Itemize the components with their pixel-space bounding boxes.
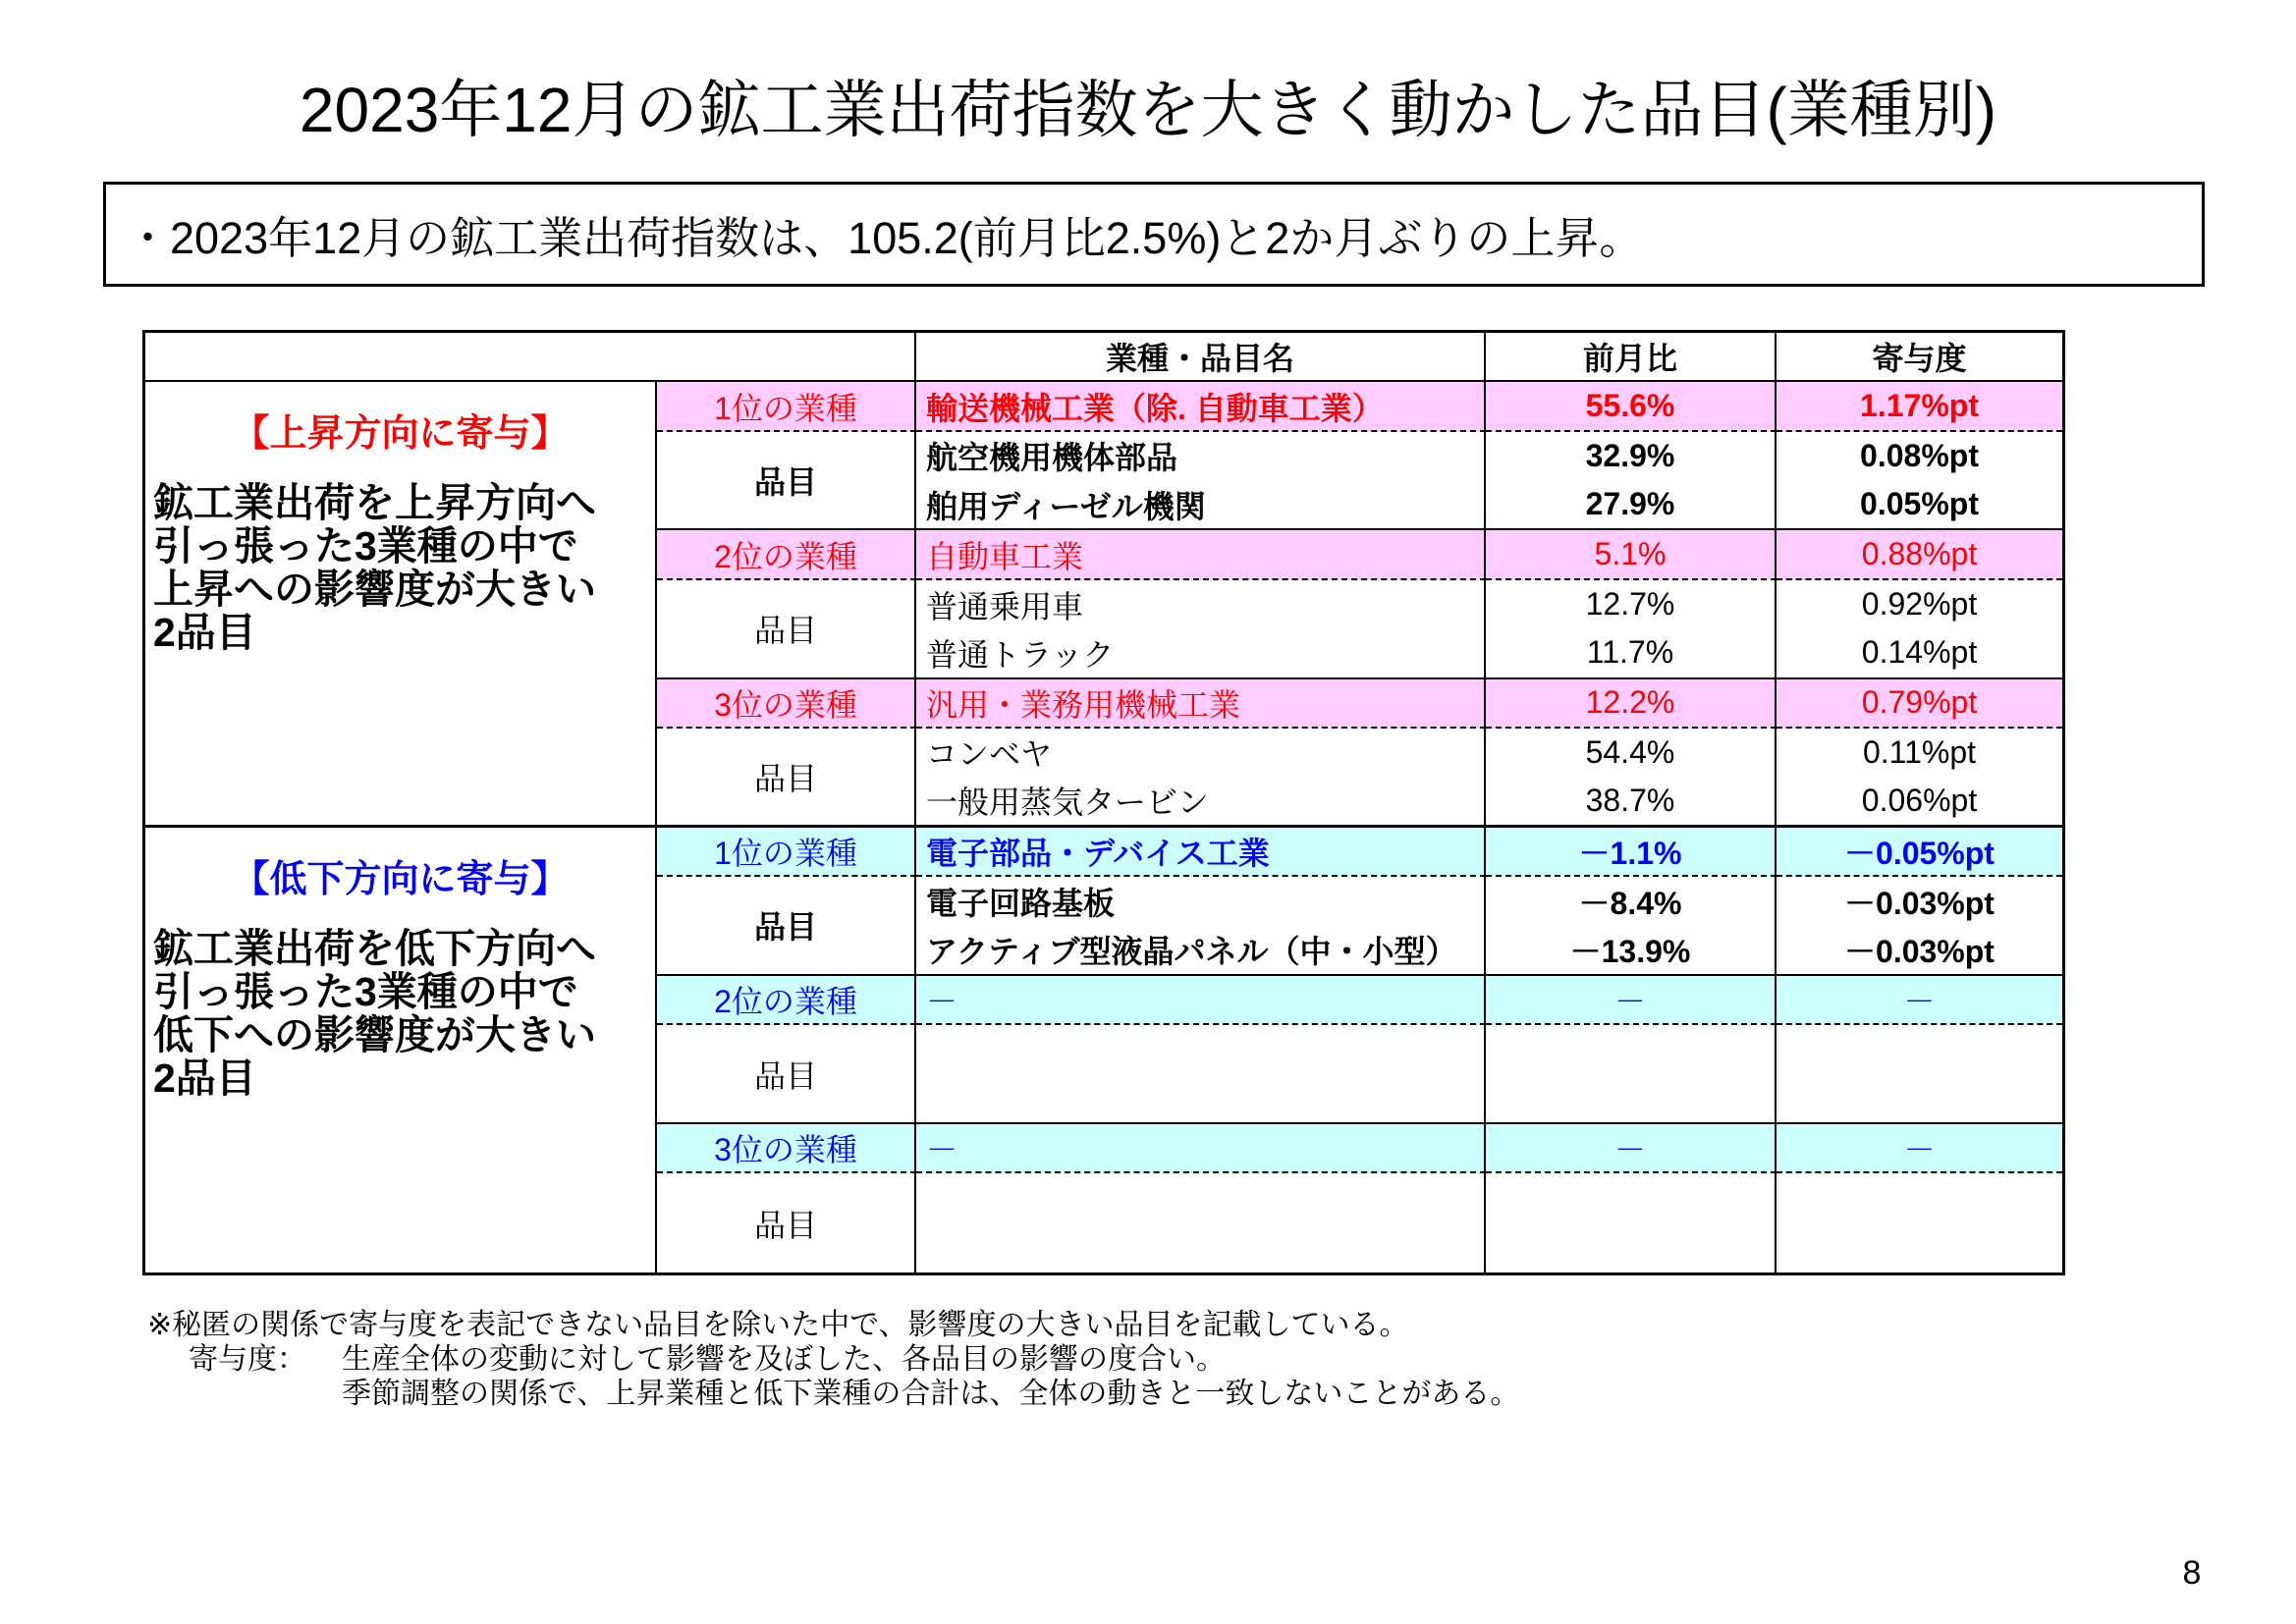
- item-mom: 27.9%: [1585, 486, 1675, 522]
- item-contribution: －0.03%pt: [1844, 885, 1995, 921]
- summary-text: ・2023年12月の鉱工業出荷指数は、105.2(前月比2.5%)と2か月ぶりの上昇。: [126, 213, 1644, 263]
- upward-section-heading: 【上昇方向に寄与】: [232, 413, 569, 456]
- down-rank-1-industry: 電子部品・デバイス工業: [916, 828, 1486, 877]
- up-rank-1-items-label: 品目: [657, 432, 916, 531]
- page-title: 2023年12月の鉱工業出荷指数を大きく動かした品目(業種別): [299, 75, 1997, 145]
- down-rank-2-item-names: [916, 1025, 1486, 1124]
- up-rank-2-item-names: [916, 580, 1486, 679]
- header-industry-item-name: 業種・品目名: [916, 333, 1486, 382]
- item-mom: 32.9%: [1585, 437, 1675, 473]
- up-rank-1-mom: 55.6%: [1486, 382, 1777, 431]
- up-rank-1-item-moms: [1486, 432, 1777, 531]
- item-contribution: 0.92%pt: [1861, 586, 1978, 623]
- down-rank-2-item-moms: [1486, 1025, 1777, 1124]
- description-line: 2品目: [153, 1055, 256, 1101]
- item-name: 普通乗用車: [926, 588, 1084, 624]
- up-rank-1-item-contributions: [1777, 432, 2062, 531]
- item-contribution: 0.06%pt: [1861, 782, 1978, 818]
- footnote-definition-text: 生産全体の変動に対して影響を及ぼした、各品目の影響の度合い。: [342, 1343, 1226, 1376]
- down-rank-3-contribution: －: [1777, 1124, 2062, 1173]
- item-contribution: 0.05%pt: [1860, 486, 1979, 522]
- down-rank-1-mom: －1.1%: [1486, 828, 1777, 877]
- upward-section-description: [153, 481, 647, 654]
- up-rank-2-label: 2位の業種: [657, 530, 916, 579]
- up-rank-2-mom: 5.1%: [1486, 530, 1777, 579]
- footnote-definition-label: 寄与度：: [189, 1343, 306, 1376]
- description-line: 鉱工業出荷を上昇方向へ: [153, 480, 596, 526]
- header-blank-cell: [145, 333, 916, 382]
- up-rank-3-item-names: [916, 729, 1486, 828]
- down-rank-2-mom: －: [1486, 976, 1777, 1025]
- up-rank-3-label: 3位の業種: [657, 679, 916, 729]
- up-rank-1-item-names: [916, 432, 1486, 531]
- item-mom: －8.4%: [1578, 885, 1682, 921]
- summary-box: [103, 182, 2205, 287]
- down-rank-3-mom: －: [1486, 1124, 1777, 1173]
- down-rank-1-item-moms: [1486, 877, 1777, 976]
- description-line: 引っ張った3業種の中で: [153, 968, 578, 1014]
- down-rank-2-industry: －: [916, 976, 1486, 1025]
- up-rank-1-contribution: 1.17%pt: [1777, 382, 2062, 431]
- down-rank-3-label: 3位の業種: [657, 1124, 916, 1173]
- up-rank-2-contribution: 0.88%pt: [1777, 530, 2062, 579]
- down-rank-1-label: 1位の業種: [657, 828, 916, 877]
- footnote-definition-row: [147, 1342, 1519, 1377]
- item-name: 一般用蒸気タービン: [926, 785, 1210, 821]
- item-name: コンベヤ: [926, 736, 1053, 773]
- down-rank-3-item-moms: [1486, 1173, 1777, 1272]
- up-rank-2-industry: 自動車工業: [916, 530, 1486, 579]
- up-rank-3-item-moms: [1486, 729, 1777, 828]
- footnote-confidentiality: ※秘匿の関係で寄与度を表記できない品目を除いた中で、影響度の大きい品目を記載している。: [147, 1309, 1409, 1341]
- up-rank-1-label: 1位の業種: [657, 382, 916, 431]
- down-rank-3-item-names: [916, 1173, 1486, 1272]
- item-mom: 11.7%: [1586, 634, 1674, 671]
- up-rank-1-industry: 輸送機械工業（除. 自動車工業）: [916, 382, 1486, 431]
- description-line: 上昇への影響度が大きい: [153, 567, 596, 613]
- header-contribution: 寄与度: [1777, 333, 2062, 382]
- downward-section-heading: 【低下方向に寄与】: [232, 858, 569, 900]
- item-contribution: －0.03%pt: [1844, 934, 1995, 970]
- down-rank-2-items-label: 品目: [657, 1025, 916, 1124]
- item-name: 電子回路基板: [926, 885, 1116, 921]
- up-rank-3-mom: 12.2%: [1486, 679, 1777, 729]
- down-rank-3-industry: －: [916, 1124, 1486, 1173]
- down-rank-2-label: 2位の業種: [657, 976, 916, 1025]
- up-rank-2-item-moms: [1486, 580, 1777, 679]
- footnote-definition-continuation: 季節調整の関係で、上昇業種と低下業種の合計は、全体の動きと一致しないことがある。: [342, 1378, 1520, 1410]
- item-contribution: 0.08%pt: [1860, 437, 1979, 473]
- downward-section-description: [153, 927, 647, 1100]
- page-number: 8: [2182, 1554, 2202, 1592]
- description-line: 2品目: [153, 610, 256, 656]
- downward-section-label-cell: [145, 828, 657, 1272]
- down-rank-1-contribution: －0.05%pt: [1777, 828, 2062, 877]
- down-rank-3-items-label: 品目: [657, 1173, 916, 1272]
- down-rank-2-item-contributions: [1777, 1025, 2062, 1124]
- up-rank-3-item-contributions: [1777, 729, 2062, 828]
- up-rank-3-contribution: 0.79%pt: [1777, 679, 2062, 729]
- item-name: 普通トラック: [926, 636, 1115, 673]
- up-rank-3-industry: 汎用・業務用機械工業: [916, 679, 1486, 729]
- footnotes: [147, 1308, 1519, 1411]
- item-name: アクティブ型液晶パネル（中・小型）: [926, 934, 1457, 970]
- item-mom: －13.9%: [1569, 934, 1691, 970]
- down-rank-1-item-contributions: [1777, 877, 2062, 976]
- item-mom: 12.7%: [1585, 586, 1675, 623]
- up-rank-2-items-label: 品目: [657, 580, 916, 679]
- up-rank-2-item-contributions: [1777, 580, 2062, 679]
- down-rank-1-items-label: 品目: [657, 877, 916, 976]
- item-mom: 54.4%: [1585, 733, 1675, 770]
- upward-section-label-cell: [145, 382, 657, 827]
- description-line: 鉱工業出荷を低下方向へ: [153, 925, 596, 971]
- description-line: 引っ張った3業種の中で: [153, 523, 578, 569]
- item-contribution: 0.11%pt: [1862, 733, 1977, 770]
- header-month-on-month: 前月比: [1486, 333, 1777, 382]
- down-rank-3-item-contributions: [1777, 1173, 2062, 1272]
- item-mom: 38.7%: [1585, 782, 1675, 818]
- item-name: 舶用ディーゼル機関: [926, 488, 1206, 524]
- description-line: 低下への影響度が大きい: [153, 1011, 596, 1057]
- up-rank-3-items-label: 品目: [657, 729, 916, 828]
- contribution-table: [142, 330, 2065, 1275]
- down-rank-1-item-names: [916, 877, 1486, 976]
- item-contribution: 0.14%pt: [1861, 634, 1978, 671]
- down-rank-2-contribution: －: [1777, 976, 2062, 1025]
- item-name: 航空機用機体部品: [926, 440, 1178, 476]
